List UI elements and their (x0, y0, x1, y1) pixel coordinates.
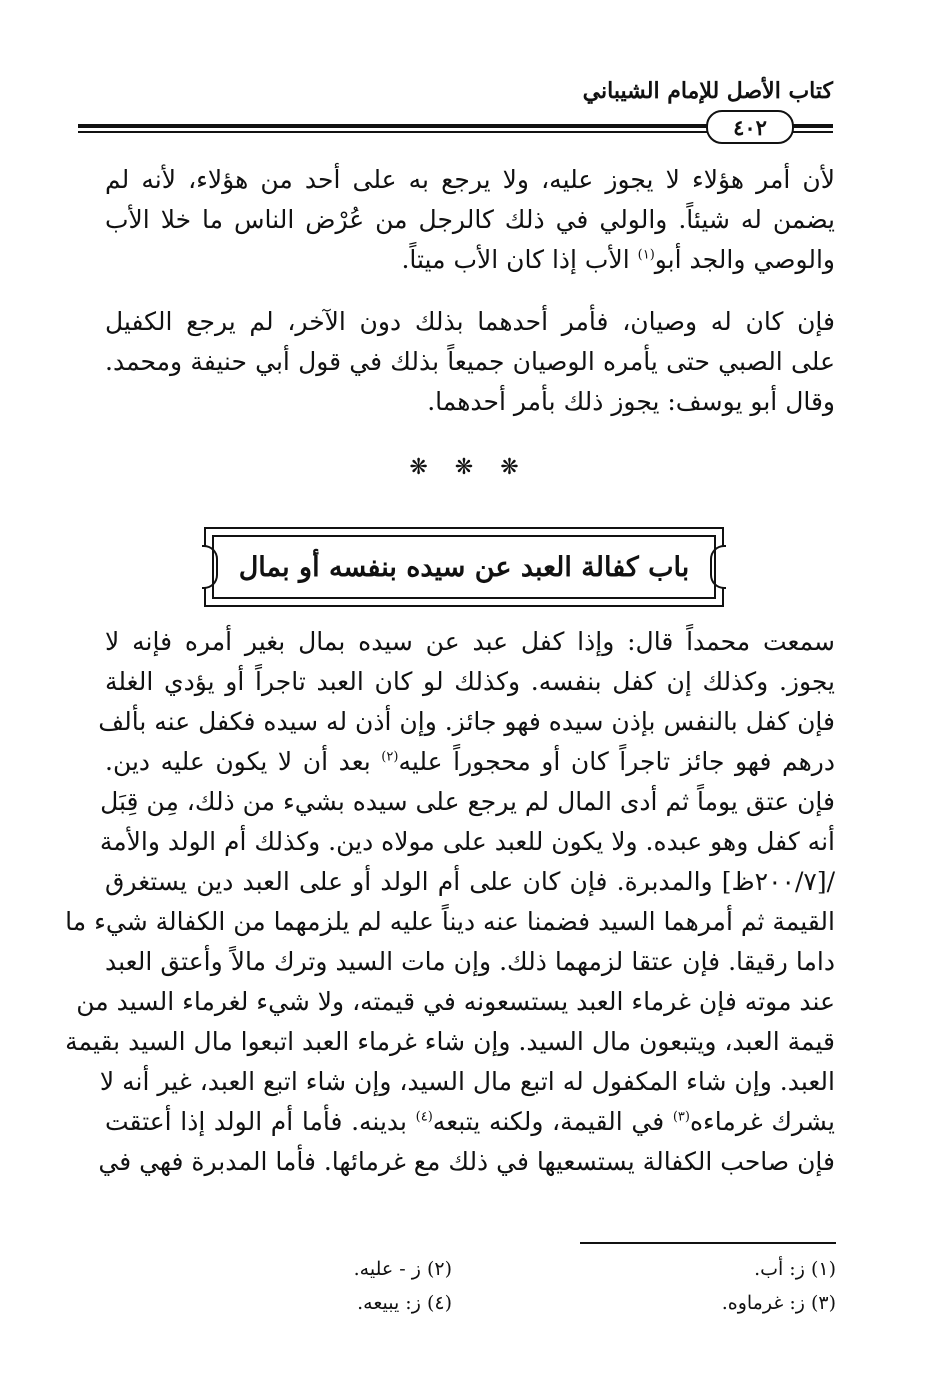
footnote-text: ز: يبيعه. (357, 1292, 421, 1314)
footnote-1 (754, 1258, 836, 1280)
chapter-title: باب كفالة العبد عن سيده بنفسه أو بمال (238, 551, 690, 583)
footnote-ref: (١) (637, 247, 655, 263)
footnote-mark: (٣) (810, 1292, 836, 1314)
text-line: أنه كفل وهو عبده. ولا يكون للعبد على مولاه دين. وكذلك أم الولد والأمة (99, 827, 835, 856)
footnote-mark: (٢) (426, 1258, 452, 1280)
text-line: القيمة ثم أمرهما السيد فضمنا عنه ديناً عليه لم يلزمهما من الكفالة شيء ما (65, 907, 835, 936)
text-line: /[٢٠٠/٧ظ] والمدبرة. فإن كان على أم الولد أو على العبد دين يستغرق (105, 867, 835, 896)
text-line: فإن صاحب الكفالة يستسعيها في ذلك مع غرمائها. فأما المدبرة فهي في (98, 1147, 835, 1176)
footnote-text: ز: غرماوه. (721, 1292, 805, 1314)
footnote-3 (722, 1292, 836, 1314)
chapter-title-inner (212, 535, 716, 599)
text-line: درهم فهو جائز تاجراً كان أو محجوراً عليه$^{(٢)}$ بعد أن لا يكون عليه دين. (105, 747, 835, 776)
footnote-mark: (٤) (426, 1292, 452, 1314)
text-line: العبد. وإن شاء المكفول له اتبع مال السيد، وإن شاء اتبع العبد، غير أنه لا (99, 1067, 835, 1096)
text-line: يجوز. وكذلك إن كفل بنفسه. وكذلك لو كان العبد تاجراً أو يؤدي الغلة (105, 667, 835, 696)
section-separator: ❋ ❋ ❋ (409, 455, 529, 480)
text-line: يشرك غرماءه$^{(٣)}$ في القيمة، ولكنه يتبعه$^{(٤)}$ بدينه. فأما أم الولد إذا أعتقت (105, 1107, 835, 1136)
footnote-ref: (٢) (381, 749, 399, 765)
text-line: لأن أمر هؤلاء لا يجوز عليه، ولا يرجع به على أحد من هؤلاء، لأنه لم (105, 165, 835, 194)
footnote-mark: (١) (810, 1258, 836, 1280)
text-line: فإن عتق يوماً ثم أدى المال لم يرجع على سيده بشيء من ذلك، مِن قِبَل (100, 787, 835, 816)
paragraph-2 (105, 302, 835, 422)
book-title: كتاب الأصل للإمام الشيباني (582, 78, 833, 104)
footnote-ref: (٤) (415, 1109, 433, 1125)
text-line: داما رقيقا. فإن عتقا لزمهما ذلك. وإن مات السيد وترك مالاً وأعتق العبد (105, 947, 835, 976)
text-line: سمعت محمداً قال: وإذا كفل عبد عن سيده بمال بغير أمره فإنه لا (105, 627, 835, 656)
footnote-text: ز: أب. (754, 1258, 805, 1280)
text-line: فإن كان له وصيان، فأمر أحدهما بذلك دون الآخر، لم يرجع الكفيل (105, 307, 835, 336)
text-line: وقال أبو يوسف: يجوز ذلك بأمر أحدهما. (427, 387, 835, 416)
main-paragraph (65, 622, 835, 1182)
text-line: يضمن له شيئاً. والولي في ذلك كالرجل من عُرْض الناس ما خلا الأب (105, 205, 835, 234)
footnote-text: ز - عليه. (353, 1258, 421, 1280)
text-line: فإن كفل بالنفس بإذن سيده فهو جائز. وإن أذن له سيده فكفل عنه بألف (98, 707, 835, 736)
footnote-4 (357, 1292, 452, 1314)
paragraph-1 (105, 160, 835, 280)
footnote-rule (580, 1242, 836, 1244)
footnote-ref: (٣) (672, 1109, 690, 1125)
page-number-badge (706, 110, 794, 144)
text-line: قيمة العبد، ويتبعون مال السيد. وإن شاء غرماء العبد اتبعوا مال السيد بقيمة (65, 1027, 835, 1056)
text-line: على الصبي حتى يأمره الوصيان جميعاً بذلك في قول أبي حنيفة ومحمد. (105, 347, 835, 376)
chapter-title-frame (204, 527, 724, 607)
text-line: عند موته فإن غرماء العبد يستسعونه في قيمته، ولا شيء لغرماء السيد من (76, 987, 835, 1016)
page-number: ٤٠٢ (733, 114, 767, 140)
footnote-2 (354, 1258, 452, 1280)
text-line: والوصي والجد أبو$^{(١)}$ الأب إذا كان الأب ميتاً. (401, 245, 835, 274)
